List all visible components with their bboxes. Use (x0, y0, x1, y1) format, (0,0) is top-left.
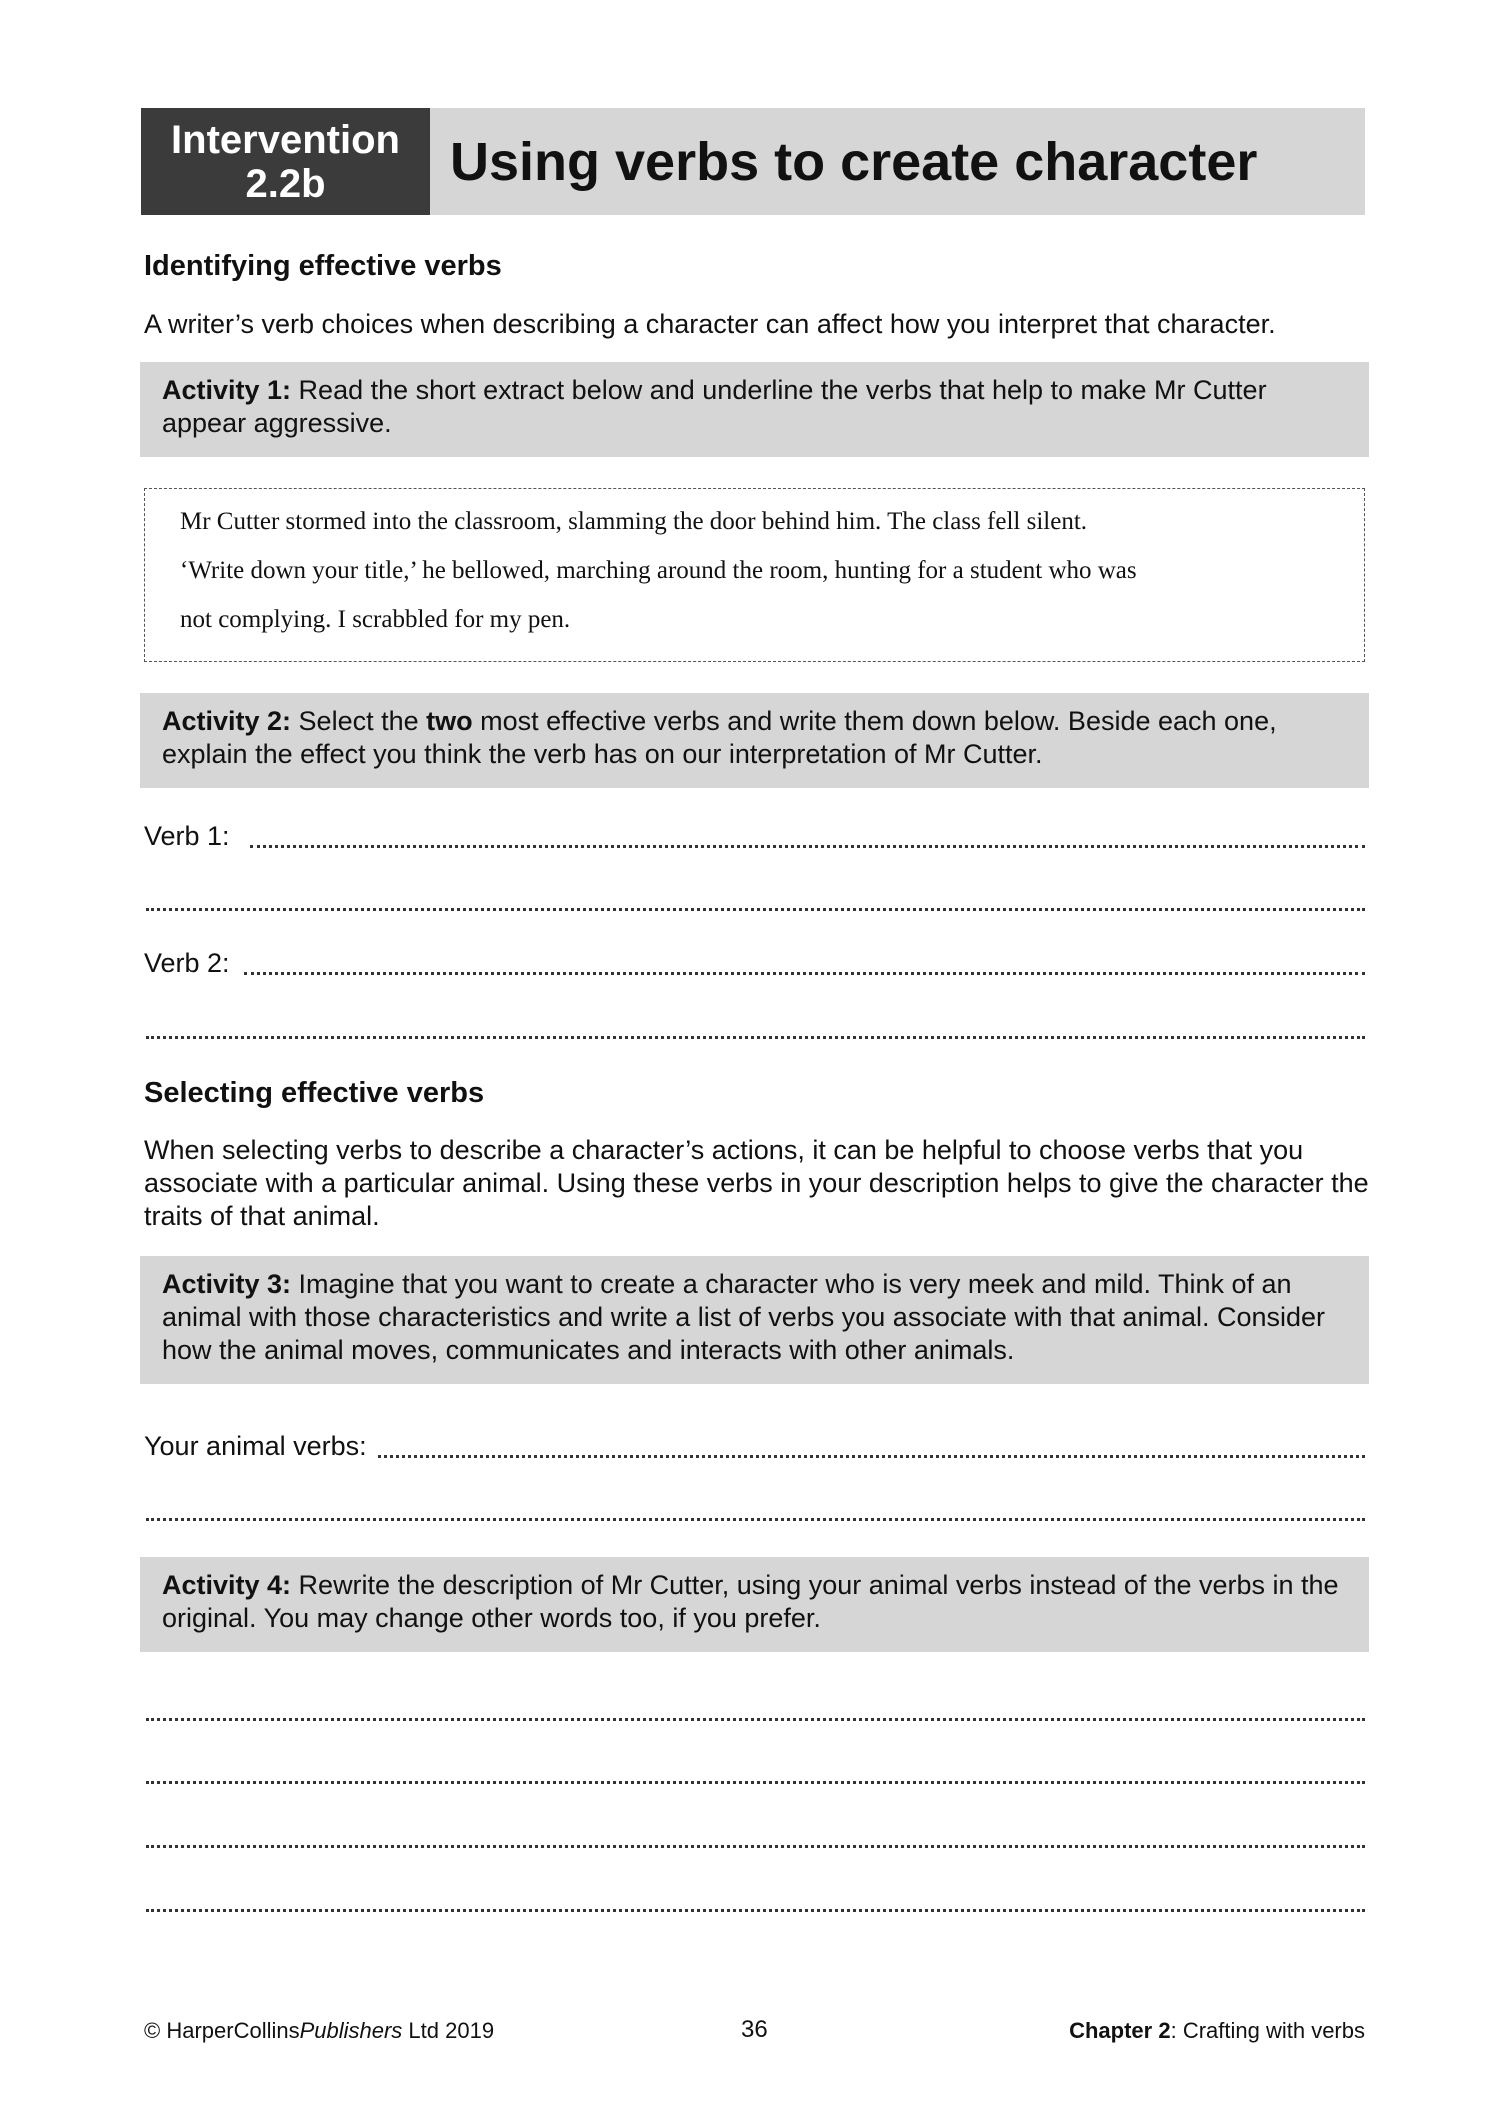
activity-2-emphasis: two (426, 706, 473, 736)
section-heading-selecting: Selecting effective verbs (144, 1077, 485, 1109)
verb-1-answer-line-2[interactable] (146, 908, 1365, 911)
section-intro-identifying: A writer’s verb choices when describing a character can affect how you interpret that character. (144, 309, 1276, 339)
rewrite-answer-line[interactable] (146, 1718, 1365, 1721)
activity-2-text: Select the (291, 706, 427, 736)
animal-verbs-answer-line[interactable] (378, 1455, 1365, 1458)
activity-3-box (140, 1256, 1369, 1384)
activity-1-label: Activity 1: (162, 375, 292, 405)
activity-2-box (140, 693, 1369, 788)
activity-1-text: Read the short extract below and underline the verbs that help to make Mr Cutter appear aggressive. (162, 375, 1267, 438)
activity-2-label: Activity 2: (162, 706, 292, 736)
activity-4-label: Activity 4: (162, 1570, 292, 1600)
intervention-label: Intervention (171, 117, 400, 162)
chapter-label: Chapter 2: Crafting with verbs (1069, 2018, 1365, 2043)
rewrite-answer-line[interactable] (146, 1845, 1365, 1848)
verb-2-label: Verb 2: (144, 948, 230, 978)
extract-line: not complying. I scrabbled for my pen. (180, 606, 571, 633)
activity-3-text: Imagine that you want to create a character who is very meek and mild. Think of an animal with those characteristics and write a list of verbs you associate with that animal. Consider how the animal moves, communicates and interacts with other animals. (162, 1269, 1326, 1365)
verb-1-label: Verb 1: (144, 821, 230, 851)
section-intro-selecting: When selecting verbs to describe a character’s actions, it can be helpful to choose verbs that you associate with a particular animal. Using these verbs in your description helps to give the character the traits of that animal. (144, 1135, 1369, 1231)
page-number: 36 (741, 2016, 768, 2043)
section-heading-identifying: Identifying effective verbs (144, 250, 502, 282)
extract-box (144, 488, 1365, 662)
activity-3-label: Activity 3: (162, 1269, 292, 1299)
activity-4-text: Rewrite the description of Mr Cutter, using your animal verbs instead of the verbs in the original. You may change other words too, if you prefer. (162, 1570, 1339, 1633)
animal-verbs-answer-line-2[interactable] (146, 1518, 1365, 1521)
rewrite-answer-line[interactable] (146, 1781, 1365, 1784)
rewrite-answer-line[interactable] (146, 1909, 1365, 1912)
activity-4-box (140, 1557, 1369, 1652)
verb-2-answer-line[interactable] (244, 972, 1365, 975)
extract-line: Mr Cutter stormed into the classroom, slamming the door behind him. The class fell silent. (180, 508, 1088, 535)
intervention-number: 2.2b (245, 161, 326, 206)
intervention-badge (141, 108, 430, 215)
title-banner (430, 108, 1365, 215)
activity-1-box (140, 362, 1369, 457)
animal-verbs-label: Your animal verbs: (144, 1431, 367, 1461)
copyright-notice: © HarperCollinsPublishers Ltd 2019 (144, 2018, 495, 2043)
activity-2-text-rest: most effective verbs and write them down below. Beside each one, explain the effect you think the verb has on our interpretation of Mr Cutter. (162, 706, 1277, 769)
extract-line: ‘Write down your title,’ he bellowed, marching around the room, hunting for a student who was (180, 557, 1137, 584)
page-title: Using verbs to create character (450, 131, 1258, 192)
verb-2-answer-line-2[interactable] (146, 1036, 1365, 1039)
verb-1-answer-line[interactable] (250, 845, 1365, 848)
